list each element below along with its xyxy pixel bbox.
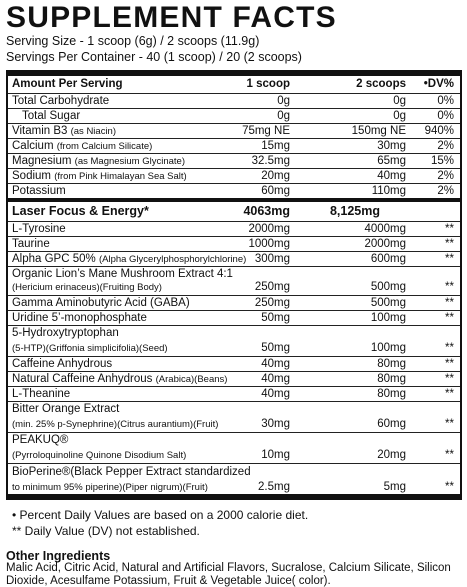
divider <box>8 138 460 139</box>
divider <box>8 371 460 372</box>
nutrient-label: Magnesium (as Magnesium Glycinate) <box>12 155 186 167</box>
amount-1-scoop: 60mg <box>261 185 290 197</box>
ingredient-label: L-Theanine <box>12 388 71 400</box>
amount-2-scoops: 0g <box>393 110 406 122</box>
ingredient-label: PEAKUQ® <box>12 434 69 446</box>
ingredient-sublabel: (Pyrroloquinoline Quinone Disodium Salt) <box>12 450 187 461</box>
ingredient-sublabel: (Hericium erinaceus)(Fruiting Body) <box>12 282 162 293</box>
ingredient-label: Uridine 5’-monophosphate <box>12 312 147 324</box>
amount-1-scoop: 50mg <box>261 312 290 324</box>
amount-1-scoop: 0g <box>277 95 290 107</box>
divider <box>8 72 460 76</box>
amount-1-scoop: 250mg <box>254 297 290 309</box>
amount-2-scoops: 500mg <box>370 297 406 309</box>
amount-1-scoop: 40mg <box>261 358 290 370</box>
divider <box>8 310 460 311</box>
amount-1-scoop: 2000mg <box>248 223 290 235</box>
daily-value: ** <box>445 481 454 493</box>
divider <box>8 183 460 184</box>
amount-2-scoops: 100mg <box>370 342 406 354</box>
divider <box>8 401 460 402</box>
nutrient-label: Calcium (from Calcium Silicate) <box>12 140 153 152</box>
blend-amount-2-scoops: 8,125mg <box>329 204 380 218</box>
amount-2-scoops: 100mg <box>370 312 406 324</box>
divider <box>8 295 460 296</box>
amount-1-scoop: 10mg <box>261 449 290 461</box>
amount-1-scoop: 75mg NE <box>242 125 290 137</box>
ingredient-label: Alpha GPC 50% (Alpha Glycerylphosphorylchlorine) <box>12 253 247 265</box>
amount-2-scoops: 80mg <box>377 373 406 385</box>
servings-per-container: Servings Per Container - 40 (1 scoop) / 20 (2 scoops) <box>6 50 302 64</box>
daily-value: 0% <box>437 95 454 107</box>
divider <box>8 236 460 237</box>
divider <box>8 463 460 464</box>
ingredient-label: Natural Caffeine Anhydrous (Arabica)(Beans) <box>12 373 228 385</box>
daily-value: 2% <box>437 140 454 152</box>
ingredient-label: BioPerine®(Black Pepper Extract standardized <box>12 466 251 478</box>
supplement-facts-panel <box>6 70 462 500</box>
amount-2-scoops: 150mg NE <box>351 125 406 137</box>
ingredient-label: Caffeine Anhydrous <box>12 358 113 370</box>
daily-value: ** <box>445 449 454 461</box>
divider <box>8 153 460 154</box>
daily-value: 15% <box>430 155 454 167</box>
daily-value: ** <box>445 312 454 324</box>
daily-value: 2% <box>437 185 454 197</box>
nutrient-label: Potassium <box>12 185 66 197</box>
amount-2-scoops: 80mg <box>377 388 406 400</box>
daily-value: ** <box>445 253 454 265</box>
amount-2-scoops: 600mg <box>370 253 406 265</box>
other-ingredients-heading: Other Ingredients <box>6 549 111 563</box>
daily-value: ** <box>445 223 454 235</box>
ingredient-label: 5-Hydroxytryptophan <box>12 327 119 339</box>
amount-1-scoop: 50mg <box>261 342 290 354</box>
amount-2-scoops: 110mg <box>371 185 406 197</box>
amount-1-scoop: 30mg <box>261 418 290 430</box>
daily-value: ** <box>445 281 454 293</box>
header-label: Amount Per Serving <box>12 78 123 90</box>
ingredient-label: Gamma Aminobutyric Acid (GABA) <box>12 297 190 309</box>
blend-label: Laser Focus & Energy* <box>12 204 149 218</box>
amount-2-scoops: 0g <box>393 95 406 107</box>
footnote-dv-not-established: ** Daily Value (DV) not established. <box>12 524 200 538</box>
daily-value: ** <box>445 373 454 385</box>
divider <box>8 221 460 222</box>
daily-value: 2% <box>437 170 454 182</box>
amount-2-scoops: 4000mg <box>364 223 406 235</box>
amount-1-scoop: 20mg <box>261 170 290 182</box>
daily-value: ** <box>445 418 454 430</box>
divider <box>8 168 460 169</box>
nutrient-label: Sodium (from Pink Himalayan Sea Salt) <box>12 170 187 182</box>
amount-1-scoop: 2.5mg <box>258 481 290 493</box>
header-col-1: 1 scoop <box>246 78 290 90</box>
ingredient-sublabel: (5-HTP)(Griffonia simplicifolia)(Seed) <box>12 343 168 354</box>
ingredient-sublabel: (min. 25% p-Synephrine)(Citrus aurantium)(Fruit) <box>12 419 219 430</box>
header-col-2: 2 scoops <box>356 78 406 90</box>
nutrient-label: Vitamin B3 (as Niacin) <box>12 125 117 137</box>
daily-value: ** <box>445 297 454 309</box>
page-title: SUPPLEMENT FACTS <box>6 1 337 34</box>
amount-1-scoop: 0g <box>277 110 290 122</box>
amount-2-scoops: 80mg <box>377 358 406 370</box>
footnote-percent-daily-values: • Percent Daily Values are based on a 2000 calorie diet. <box>12 508 309 522</box>
amount-1-scoop: 1000mg <box>248 238 290 250</box>
ingredient-label: Organic Lion’s Mane Mushroom Extract 4:1 <box>12 268 233 280</box>
divider <box>8 266 460 267</box>
nutrient-label: Total Sugar <box>22 110 81 122</box>
amount-2-scoops: 5mg <box>383 481 406 493</box>
amount-1-scoop: 40mg <box>261 388 290 400</box>
divider <box>8 356 460 357</box>
amount-2-scoops: 500mg <box>370 281 406 293</box>
amount-1-scoop: 300mg <box>254 253 290 265</box>
amount-2-scoops: 60mg <box>377 418 406 430</box>
amount-2-scoops: 30mg <box>377 140 406 152</box>
amount-2-scoops: 2000mg <box>364 238 406 250</box>
other-ingredients-text: Malic Acid, Citric Acid, Natural and Artificial Flavors, Sucralose, Calcium Silicate, Silicon Dioxide, Acesulfame Potassium, Fruit & Vegetable Juice( color). <box>6 562 451 587</box>
daily-value: ** <box>445 238 454 250</box>
nutrient-label: Total Carbohydrate <box>12 95 110 107</box>
divider <box>8 432 460 433</box>
divider <box>8 251 460 252</box>
ingredient-sublabel: to minimum 95% piperine)(Piper nigrum)(Fruit) <box>12 482 208 493</box>
ingredient-label: Taurine <box>12 238 50 250</box>
divider <box>8 123 460 124</box>
amount-1-scoop: 32.5mg <box>251 155 290 167</box>
ingredient-label: Bitter Orange Extract <box>12 403 120 415</box>
blend-amount-1-scoop: 4063mg <box>243 204 290 218</box>
divider <box>8 108 460 109</box>
divider <box>8 93 460 94</box>
daily-value: 940% <box>424 125 454 137</box>
divider <box>8 198 460 202</box>
amount-1-scoop: 250mg <box>254 281 290 293</box>
divider <box>8 386 460 387</box>
daily-value: ** <box>445 388 454 400</box>
amount-1-scoop: 15mg <box>261 140 290 152</box>
ingredient-label: L-Tyrosine <box>12 223 66 235</box>
amount-2-scoops: 65mg <box>377 155 406 167</box>
daily-value: 0% <box>437 110 454 122</box>
amount-2-scoops: 20mg <box>377 449 406 461</box>
amount-2-scoops: 40mg <box>377 170 406 182</box>
divider <box>8 325 460 326</box>
daily-value: ** <box>445 342 454 354</box>
daily-value: ** <box>445 358 454 370</box>
serving-size: Serving Size - 1 scoop (6g) / 2 scoops (11.9g) <box>6 34 260 48</box>
amount-1-scoop: 40mg <box>261 373 290 385</box>
header-col-3: •DV% <box>423 78 454 90</box>
